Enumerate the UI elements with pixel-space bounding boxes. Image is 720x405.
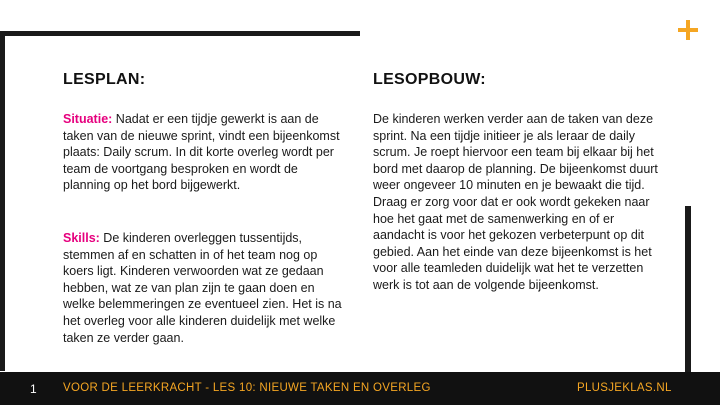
skills-paragraph [63,230,348,346]
situatie-text: Nadat er een tijdje gewerkt is aan de taken van de nieuwe sprint, vindt een bijeenkomst plaats: Daily scrum. In dit korte overleg wordt per team de voortgang besproken en wordt de planning op het bord bijgewerkt. [63,112,340,193]
situatie-paragraph [63,111,348,194]
plus-icon [678,20,698,40]
footer-brand: PLUSJEKLAS.NL [577,382,672,394]
skills-text: De kinderen overleggen tussentijds, stemmen af en schatten in of het team nog op koers ligt. Kinderen verwoorden wat ze gedaan hebben, wat ze van plan zijn te gaan doen en welke belemmeringen ze eventueel zien. Het is na het overleg voor alle kinderen duidelijk met welke taken ze verder gaan. [63,231,342,345]
page-number: 1 [30,382,37,396]
footer-bar [0,372,720,405]
footer-title: VOOR DE LEERKRACHT - LES 10: NIEUWE TAKEN EN OVERLEG [63,382,431,394]
situatie-label: Situatie: [63,112,113,126]
skills-label: Skills: [63,231,100,245]
lesplan-heading: LESPLAN: [63,71,146,88]
lesopbouw-text: De kinderen werken verder aan de taken van deze sprint. Na een tijdje initieer je als leraar de daily scrum. Je roept hiervoor een team bij elkaar bij het bord met daarop de planning. De bijeenkomst duurt weer ongeveer 10 minuten en je bewaakt die tijd. Draag er zorg voor dat er ook wordt gekeken naar hoe het gaat met de samenwerking en of er aandacht is voor het gekozen verbeterpunt op dit gebied. Aan het einde van deze bijeenkomst is het voor alle teamleden duidelijk wat het te verzetten werk is tot aan de volgende bijeenkomst. [373,112,658,292]
left-decorative-bar [0,31,5,371]
right-decorative-bar [685,206,691,376]
top-decorative-bar [0,31,360,36]
lesopbouw-heading: LESOPBOUW: [373,71,486,88]
